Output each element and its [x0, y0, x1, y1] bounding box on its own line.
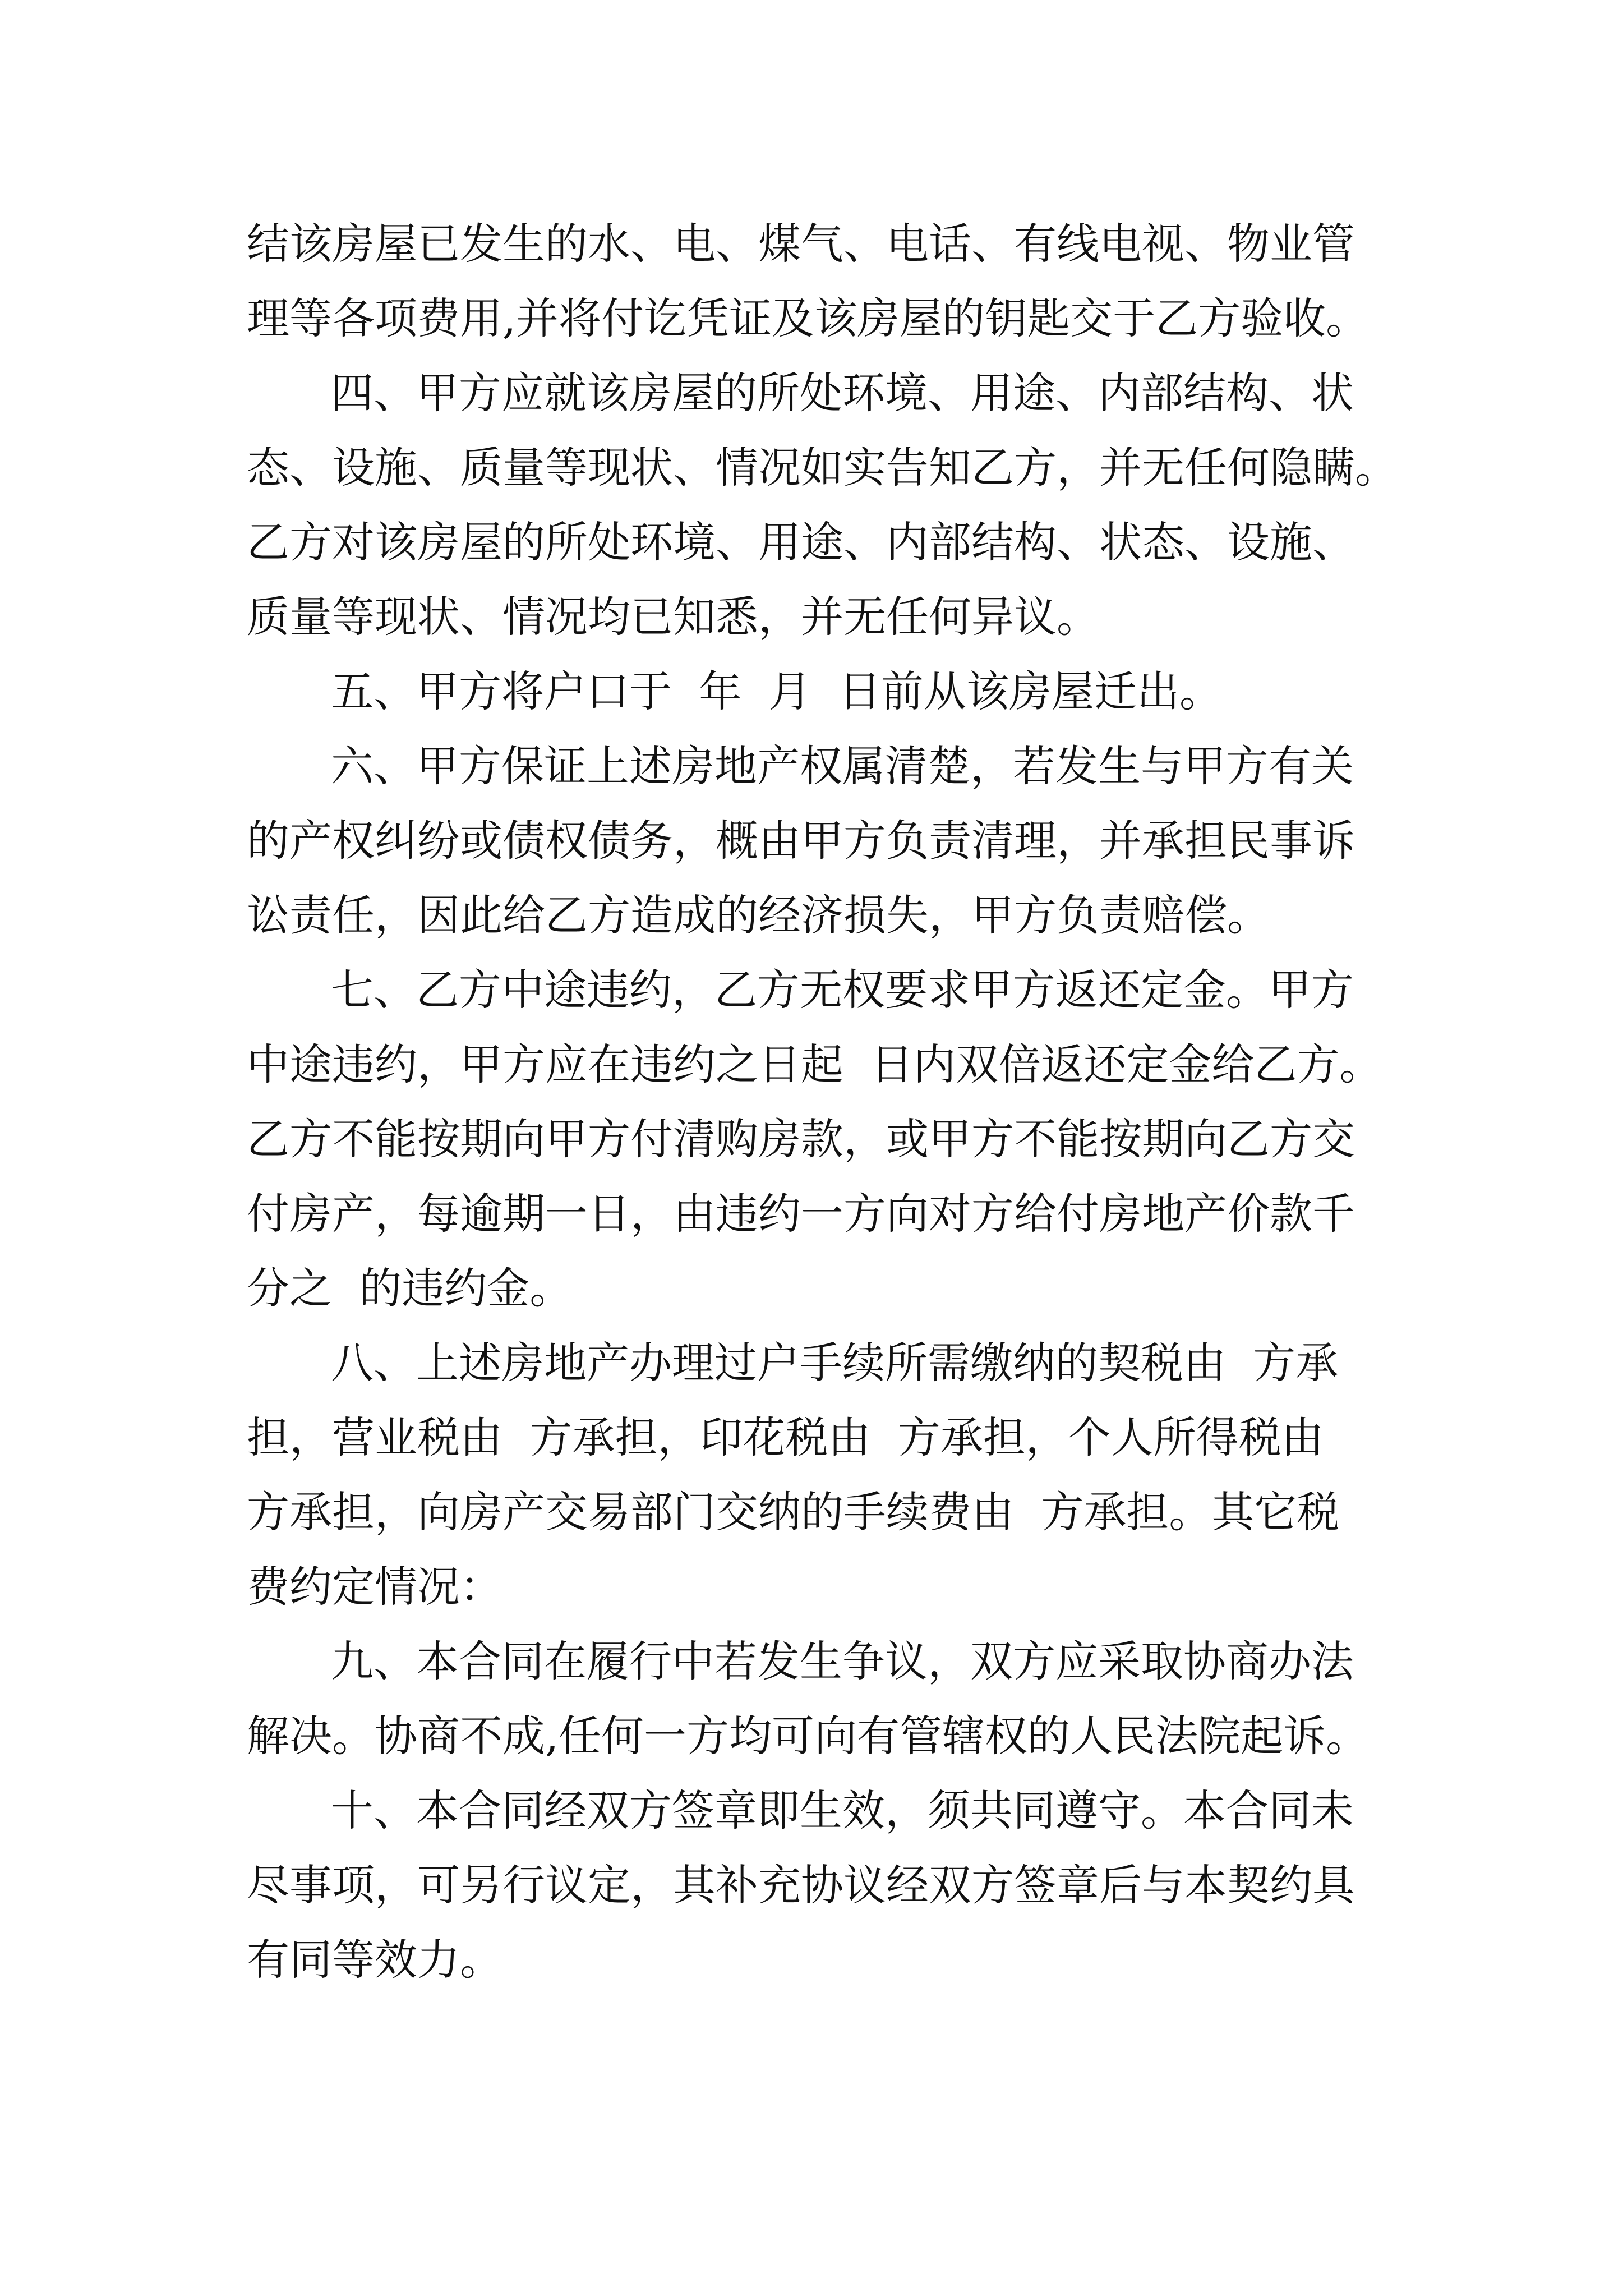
text-line: 讼责任，因此给乙方造成的经济损失，甲方负责赔偿。: [247, 890, 1270, 940]
text-line: 十、本合同经双方签章即生效，须共同遵守。本合同未: [331, 1786, 1354, 1835]
text-line: 四、甲方应就该房屋的所处环境、用途、内部结构、状: [331, 368, 1354, 418]
text-line: 乙方对该房屋的所处环境、用途、内部结构、状态、设施、: [247, 517, 1355, 567]
text-line: 质量等现状、情况均已知悉，并无任何异议。: [247, 592, 1099, 642]
text-line: 五、甲方将户口于 年 月 日前从该房屋迁出。: [331, 666, 1222, 716]
text-line: 七、乙方中途违约，乙方无权要求甲方返还定金。甲方: [331, 965, 1354, 1015]
text-line: 分之 的违约金。: [247, 1263, 573, 1313]
text-line: 解决。协商不成,任何一方均可向有管辖权的人民法院起诉。: [247, 1711, 1369, 1761]
text-line: 乙方不能按期向甲方付清购房款，或甲方不能按期向乙方交: [247, 1114, 1355, 1164]
text-line: 付房产，每逾期一日，由违约一方向对方给付房地产价款千: [247, 1189, 1355, 1239]
text-line: 理等各项费用,并将付讫凭证及该房屋的钥匙交于乙方验收。: [247, 293, 1369, 343]
text-line: 方承担，向房产交易部门交纳的手续费由 方承担。其它税: [247, 1487, 1340, 1537]
text-line: 的产权纠纷或债权债务，概由甲方负责清理，并承担民事诉: [247, 816, 1355, 866]
text-line: 尽事项，可另行议定，其补充协议经双方签章后与本契约具: [247, 1860, 1355, 1910]
text-line: 结该房屋已发生的水、电、煤气、电话、有线电视、物业管: [247, 219, 1355, 269]
text-line: 六、甲方保证上述房地产权属清楚，若发生与甲方有关: [331, 741, 1354, 791]
text-line: 八、上述房地产办理过户手续所需缴纳的契税由 方承: [331, 1338, 1339, 1388]
text-line: 九、本合同在履行中若发生争议，双方应采取协商办法: [331, 1636, 1354, 1686]
text-line: 中途违约，甲方应在违约之日起 日内双倍返还定金给乙方。: [247, 1039, 1382, 1089]
text-line: 担，营业税由 方承担，印花税由 方承担，个人所得税由: [247, 1412, 1324, 1462]
text-line: 态、设施、质量等现状、情况如实告知乙方，并无任何隐瞒。: [247, 443, 1398, 493]
text-line: 费约定情况：: [247, 1562, 502, 1612]
text-line: 有同等效力。: [247, 1935, 502, 1985]
